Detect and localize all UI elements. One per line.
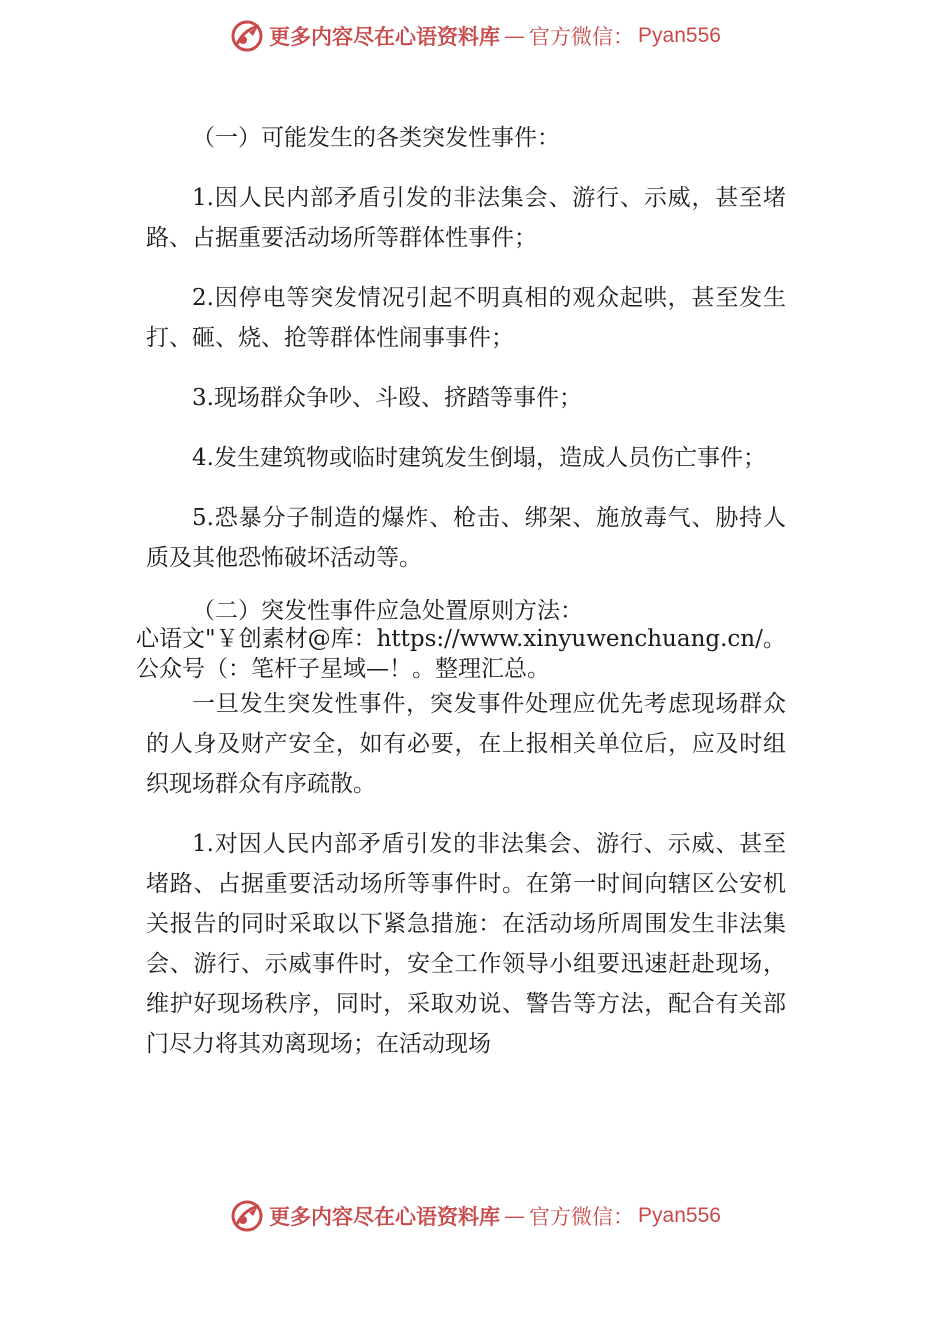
document-body xyxy=(136,118,786,1084)
banner-wechat-id: Pyan556 xyxy=(638,1204,721,1227)
section2-intro: 一旦发生突发性事件，突发事件处理应优先考虑现场群众的人身及财产安全，如有必要，在上报相关单位后，应及时组织现场群众有序疏散。 xyxy=(146,691,786,797)
banner-main-text: 更多内容尽在心语资料库 xyxy=(269,1204,501,1229)
footer-banner xyxy=(0,1196,950,1236)
banner-wechat-id: Pyan556 xyxy=(638,24,721,47)
section1-item-5: 5.恐暴分子制造的爆炸、枪击、绑架、施放毒气、胁持人质及其他恐怖破坏活动等。 xyxy=(146,505,786,571)
banner-separator: — xyxy=(504,1204,526,1228)
brand-logo-icon xyxy=(229,18,265,54)
section2-item-1: 1.对因人民内部矛盾引发的非法集会、游行、示威、甚至堵路、占据重要活动场所等事件时。在第一时间向辖区公安机关报告的同时采取以下紧急措施：在活动场所周围发生非法集会、游行、示威事件时，安全工作领导小组要迅速赶赴现场，维护好现场秩序，同时，采取劝说、警告等方法，配合有关部门尽力将其劝离现场；在活动现场 xyxy=(146,831,786,1057)
banner-label: 官方微信： xyxy=(529,1205,635,1229)
banner-separator: — xyxy=(504,24,526,48)
header-banner xyxy=(0,16,950,56)
section1-heading: （一）可能发生的各类突发性事件： xyxy=(192,125,560,151)
banner-label: 官方微信： xyxy=(529,25,635,49)
banner-main-text: 更多内容尽在心语资料库 xyxy=(269,24,501,49)
watermark-account-line: 公众号（：笔杆子星域—！。整理汇总。 xyxy=(136,656,550,682)
section2-heading: （二）突发性事件应急处置原则方法： xyxy=(192,598,583,624)
section1-item-3: 3.现场群众争吵、斗殴、挤踏等事件； xyxy=(192,385,582,411)
section1-item-2: 2.因停电等突发情况引起不明真相的观众起哄，甚至发生打、砸、烧、抢等群体性闹事事件； xyxy=(146,285,786,351)
section1-item-4: 4.发生建筑物或临时建筑发生倒塌，造成人员伤亡事件； xyxy=(192,445,766,471)
watermark-url-line: 心语文"￥创素材@库：https://www.xinyuwenchuang.cn/。 xyxy=(136,626,786,652)
section1-item-1: 1.因人民内部矛盾引发的非法集会、游行、示威，甚至堵路、占据重要活动场所等群体性事件； xyxy=(146,185,786,251)
brand-logo-icon xyxy=(229,1198,265,1234)
